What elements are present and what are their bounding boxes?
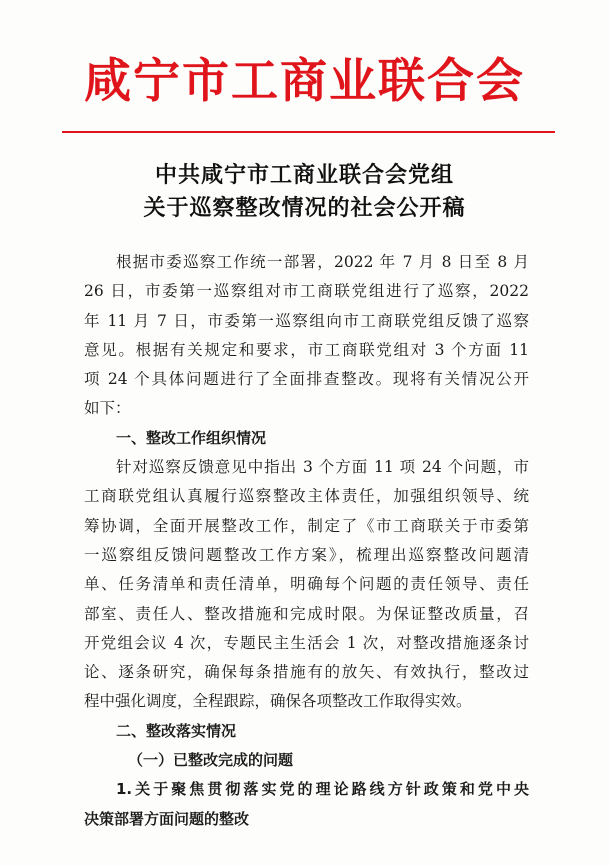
section-1-line-1: 针对巡察反馈意见中指出 3 个方面 11 项 24 个问题，市 [116,458,529,477]
document-title-line-2: 关于巡察整改情况的社会公开稿 [143,195,466,221]
intro-line-6: 如下： [84,399,131,418]
section-2-item-1-line-1: 1.关于聚焦贯彻落实党的理论路线方针政策和党中央 [116,780,529,799]
section-1-line-4: 一巡察组反馈问题整改工作方案》，梳理出巡察整改问题清 [84,545,529,564]
section-1-line-5: 单、任务清单和责任清单，明确每个问题的责任领导、责任 [84,575,529,594]
document-body [84,248,529,834]
section-2-item-1-line-2: 决策部署方面问题的整改 [84,809,250,828]
section-2-subheading: （一）已整改完成的问题 [128,751,294,770]
organization-header: 咸宁市工商业联合会 [84,54,525,109]
intro-line-3: 年 11 月 7 日，市委第一巡察组向市工商联党组反馈了巡察 [84,311,529,330]
section-1-line-6: 部室、责任人、整改措施和完成时限。为保证整改质量，召 [84,604,529,623]
section-1-line-9: 程中强化调度，全程跟踪，确保各项整改工作取得实效。 [84,692,472,711]
header-red-rule [62,131,555,133]
section-1-line-3: 筹协调，全面开展整改工作，制定了《市工商联关于市委第 [84,516,529,535]
intro-line-2: 26 日，市委第一巡察组对市工商联党组进行了巡察，2022 [84,282,529,301]
section-1-line-7: 开党组会议 4 次，专题民主生活会 1 次，对整改措施逐条讨 [84,633,529,652]
section-2-heading: 二、整改落实情况 [116,721,237,740]
intro-line-1: 根据市委巡察工作统一部署，2022 年 7 月 8 日至 8 月 [116,253,529,271]
intro-line-5: 项 24 个具体问题进行了全面排查整改。现将有关情况公开 [84,370,529,389]
intro-line-4: 意见。根据有关规定和要求，市工商联党组对 3 个方面 11 [84,340,529,359]
document-title-line-1: 中共咸宁市工商业联合会党组 [154,162,454,188]
section-1-heading: 一、整改工作组织情况 [116,428,267,447]
section-1-line-8: 论、逐条研究，确保每条措施有的放矢、有效执行，整改过 [84,663,529,682]
section-1-line-2: 工商联党组认真履行巡察整改主体责任，加强组织领导、统 [84,487,529,506]
